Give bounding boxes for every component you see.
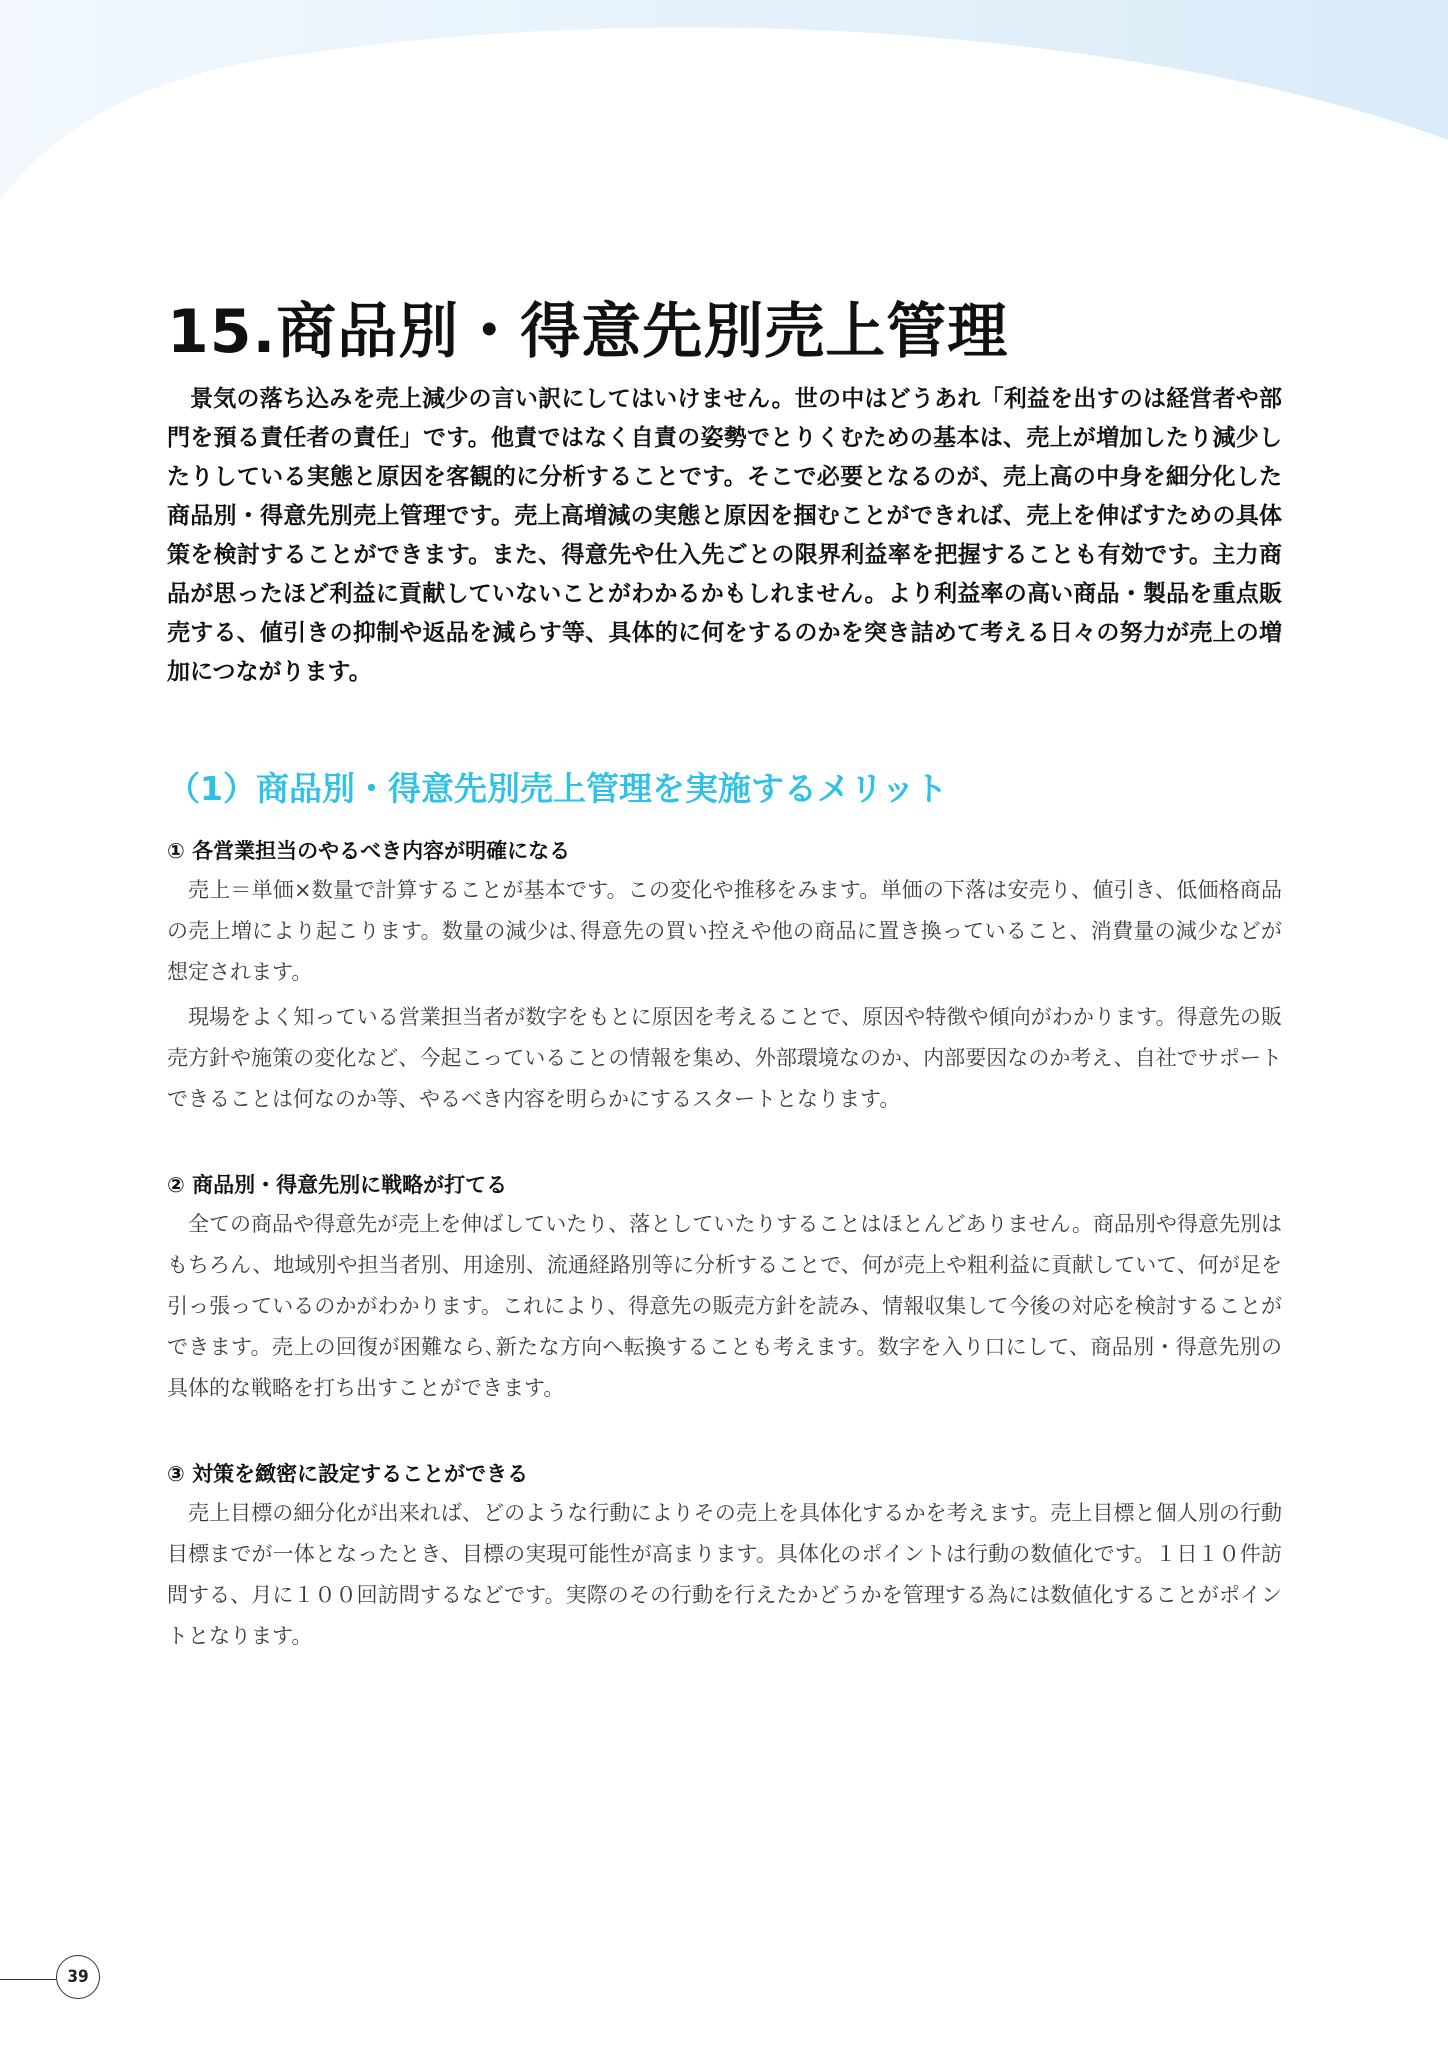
subsection-1 (167, 834, 1282, 1120)
subsection-heading: ② 商品別・得意先別に戦略が打てる (167, 1173, 508, 1197)
subsection-heading: ③ 対策を緻密に設定することができる (167, 1462, 529, 1486)
intro-paragraph: 景気の落ち込みを売上減少の言い訳にしてはいけません。世の中はどうあれ「利益を出すのは経営者や部門を預る責任者の責任」です。他責ではなく自責の姿勢でとりくむための基本は、売上が増加したり減少したりしている実態と原因を客観的に分析することです。そこで必要となるのが、売上高の中身を細分化した商品別・得意先別売上管理です。売上高増減の実態と原因を掴むことができれば、売上を伸ばすための具体策を検討することができます。また、得意先や仕入先ごとの限界利益率を把握することも有効です。主力商品が思ったほど利益に貢献していないことがわかるかもしれません。より利益率の高い商品・製品を重点販売する、値引きの抑制や返品を減らす等、具体的に何をするのかを突き詰めて考える日々の努力が売上の増加につながります。 (167, 386, 1282, 685)
subsection-heading: ① 各営業担当のやるべき内容が明確になる (167, 839, 571, 863)
page-content (167, 292, 1282, 1657)
subsection-paragraph: 売上＝単価×数量で計算することが基本です。この変化や推移をみます。単価の下落は安売り、値引き、低価格商品の売上増により起こります。数量の減少は､得意先の買い控えや他の商品に置き換っていること、消費量の減少などが想定されます。 (167, 878, 1282, 984)
subsection-2 (167, 1168, 1282, 1409)
subsection-paragraph: 売上目標の細分化が出来れば、どのような行動によりその売上を具体化するかを考えます。売上目標と個人別の行動目標までが一体となったとき、目標の実現可能性が高まります。具体化のポイントは行動の数値化です。１日１０件訪問する、月に１００回訪問するなどです。実際のその行動を行えたかどうかを管理する為には数値化することがポイントとなります。 (167, 1501, 1282, 1648)
header-wave-decoration (0, 0, 1448, 260)
page-number: 39 (56, 1955, 100, 1999)
subsection-paragraph: 全ての商品や得意先が売上を伸ばしていたり、落としていたりすることはほとんどありません。商品別や得意先別はもちろん、地域別や担当者別、用途別、流通経路別等に分析することで、何が売上や粗利益に貢献していて、何が足を引っ張っているのかがわかります。これにより、得意先の販売方針を読み、情報収集して今後の対応を検討することができます。売上の回復が困難なら､新たな方向へ転換することも考えます。数字を入り口にして、商品別・得意先別の具体的な戦略を打ち出すことができます。 (167, 1212, 1282, 1400)
page-title: 15.商品別・得意先別売上管理 (167, 297, 1009, 367)
page-number-rule (0, 1979, 56, 1980)
page-number-badge (0, 1950, 110, 2010)
subsection-3 (167, 1457, 1282, 1657)
section-heading: （1）商品別・得意先別売上管理を実施するメリット (167, 769, 948, 808)
subsection-paragraph: 現場をよく知っている営業担当者が数字をもとに原因を考えることで、原因や特徴や傾向がわかります。得意先の販売方針や施策の変化など、今起こっていることの情報を集め、外部環境なのか、内部要因なのか考え、自社でサポートできることは何なのか等、やるべき内容を明らかにするスタートとなります。 (167, 1005, 1282, 1111)
